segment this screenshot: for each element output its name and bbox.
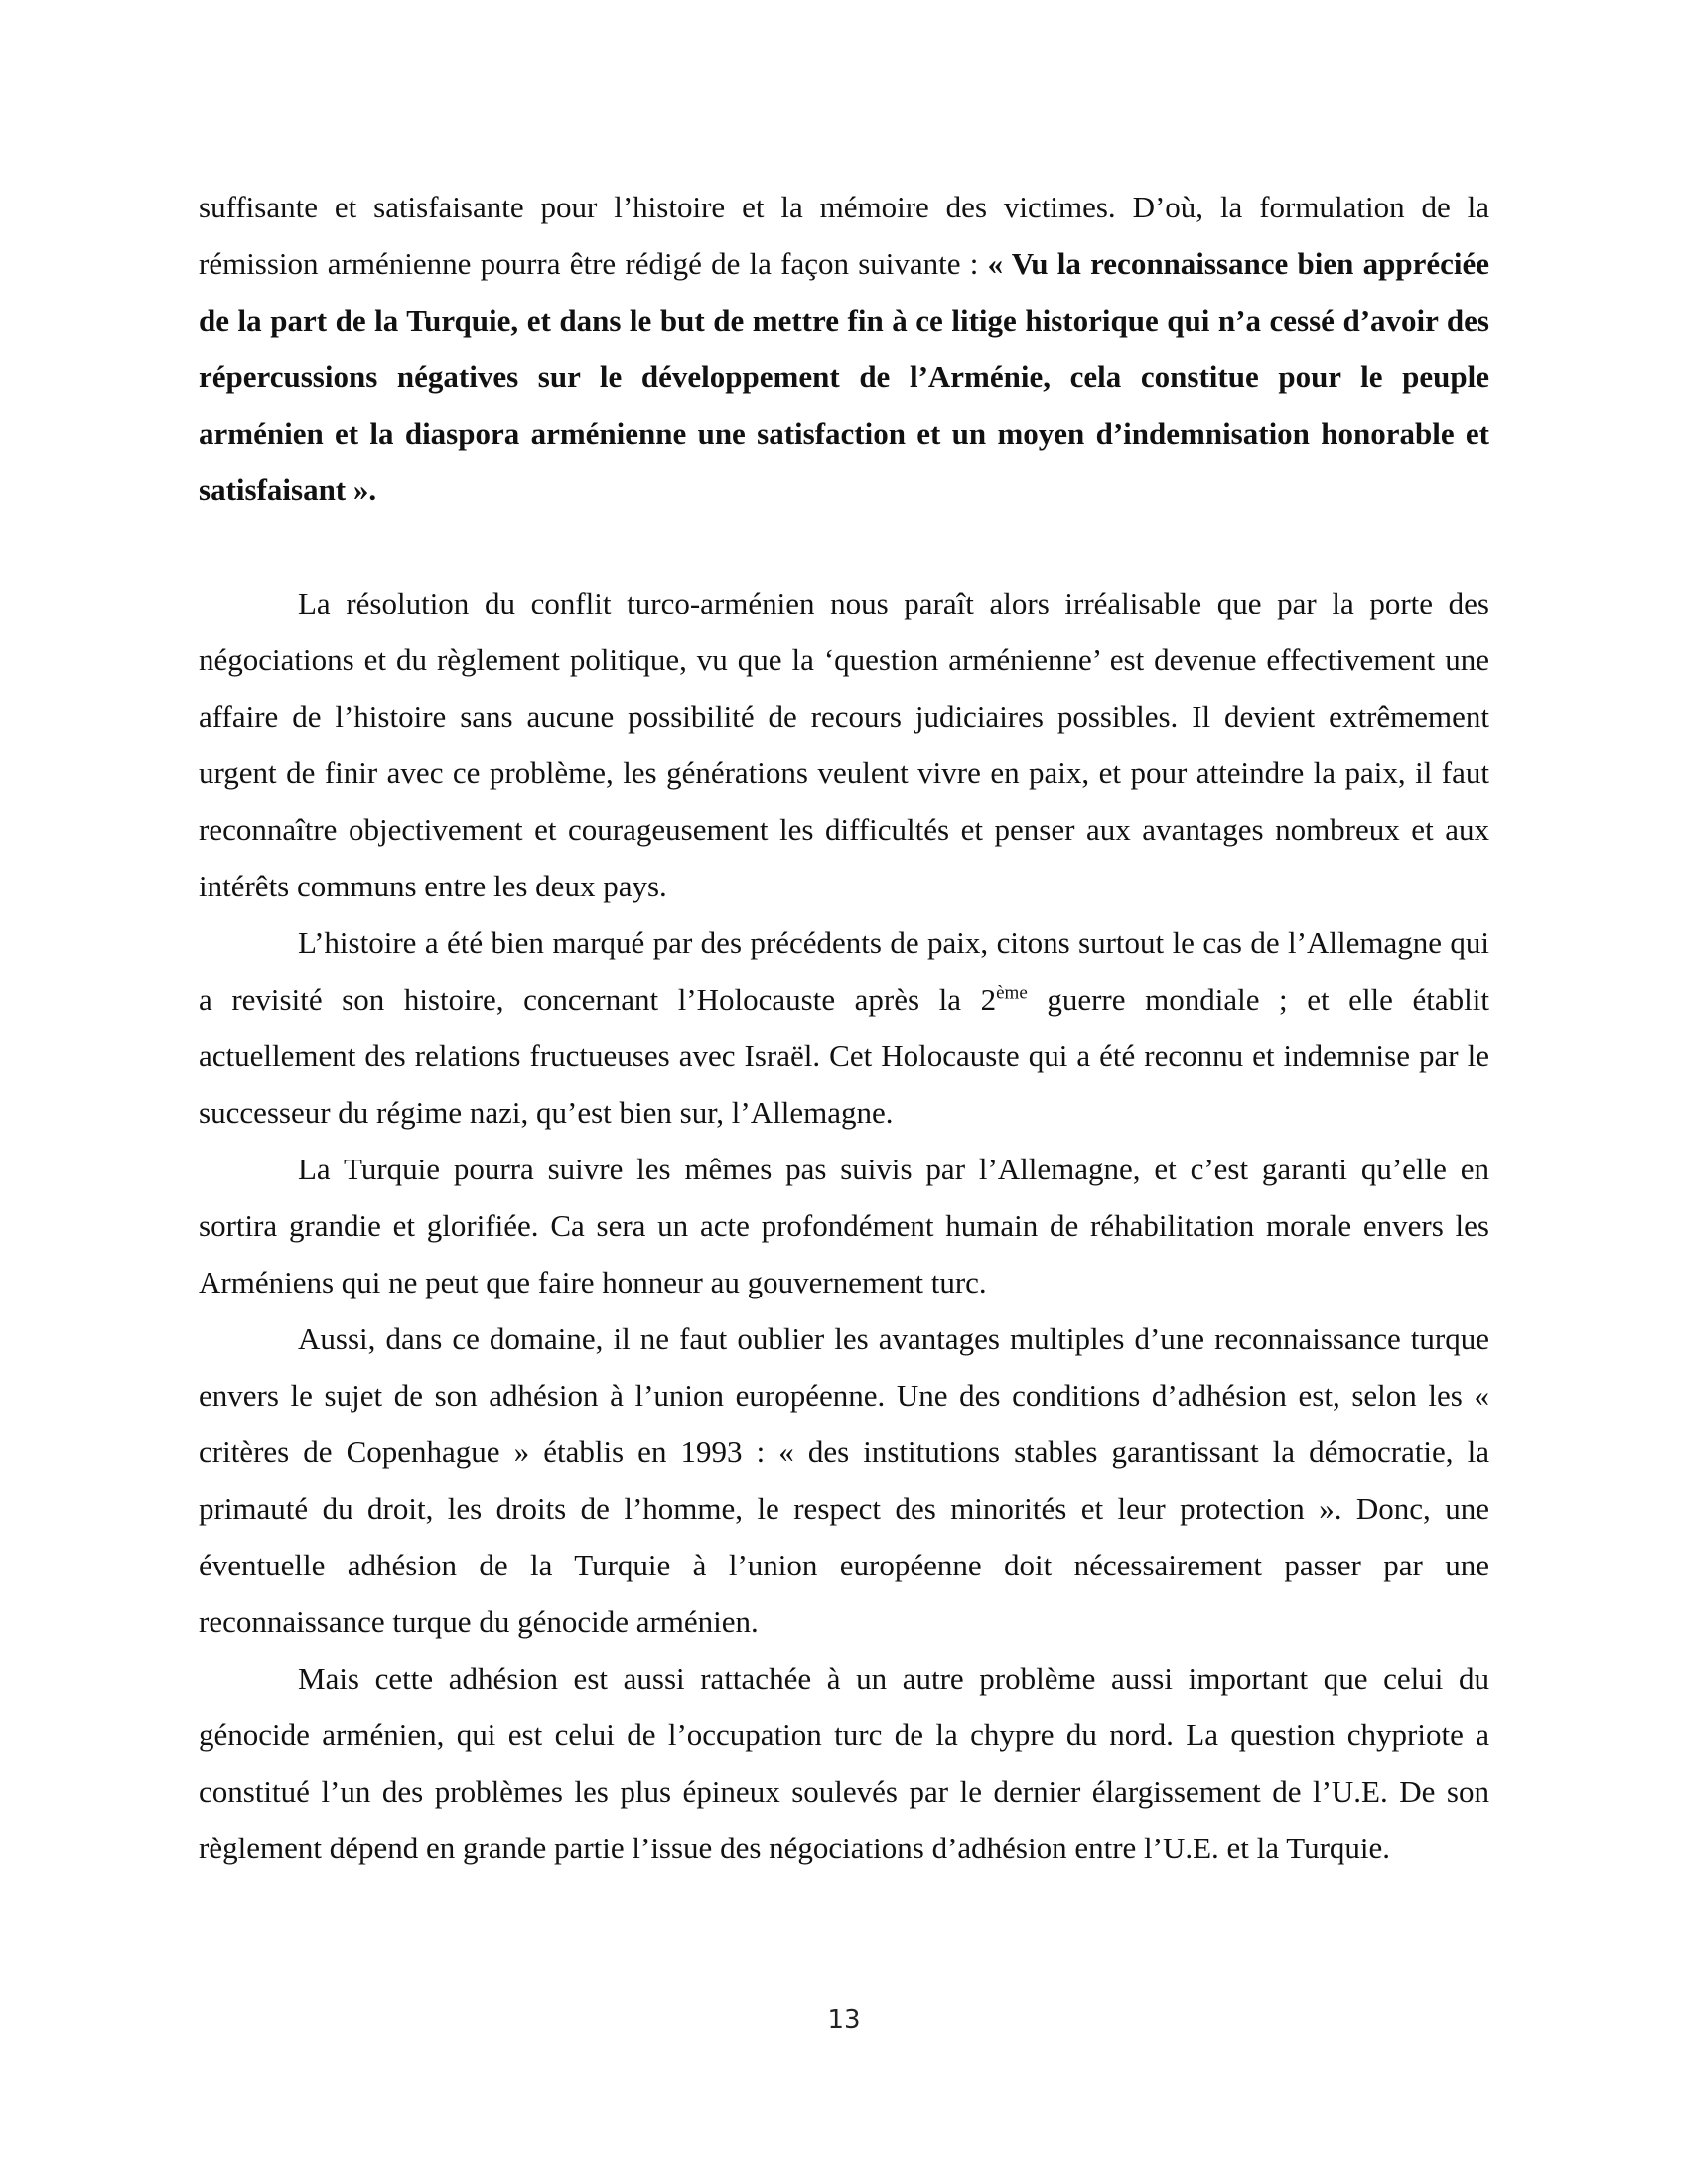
paragraph-5: Aussi, dans ce domaine, il ne faut oublier les avantages multiples d’une reconnaissance turque envers le sujet de son adhésion à l’union européenne. Une des conditions d’adhésion est, selon les « critères de Copenhague » établis en 1993 : « des institutions stables garantissant la démocratie, la primauté du droit, les droits de l’homme, le respect des minorités et leur protection ». Donc, une éventuelle adhésion de la Turquie à l’union européenne doit nécessairement passer par une reconnaissance turque du génocide arménien. — [199, 1321, 1489, 1639]
paragraph-4: La Turquie pourra suivre les mêmes pas suivis par l’Allemagne, et c’est garanti qu’elle en sortira grandie et glorifiée. Ca sera un acte profondément humain de réhabilitation morale envers les Arméniens qui ne peut que faire honneur au gouvernement turc. — [199, 1152, 1489, 1299]
paragraph-3 — [199, 914, 1489, 1141]
paragraph-6: Mais cette adhésion est aussi rattachée à un autre problème aussi important que celui du génocide arménien, qui est celui de l’occupation turc de la chypre du nord. La question chypriote a constitué l’un des problèmes les plus épineux soulevés par le dernier élargissement de l’U.E. De son règlement dépend en grande partie l’issue des négociations d’adhésion entre l’U.E. et la Turquie. — [199, 1661, 1489, 1865]
paragraph-3-before: L’histoire a été bien marqué par des précédents de paix, citons surtout le cas de l’Allemagne qui a revisité son histoire, concernant l’Holocauste après la 2 — [199, 925, 1489, 1017]
paragraph-3-after: guerre mondiale ; et elle établit actuellement des relations fructueuses avec Israël. Cet Holocauste qui a été reconnu et indemnise par le successeur du régime nazi, qu’est bien sur, l’Allemagne. — [199, 982, 1489, 1130]
page-number: 13 — [827, 2005, 861, 2035]
paragraph-3-superscript: ème — [996, 982, 1028, 1004]
paragraph-1-text: suffisante et satisfaisante pour l’histoire et la mémoire des victimes. D’où, la formulation de la rémission arménienne pourra être rédigé de la façon suivante : — [199, 190, 1489, 281]
paragraph-1 — [199, 179, 1489, 518]
document-body — [199, 179, 1489, 1876]
paragraph-2: La résolution du conflit turco-arménien nous paraît alors irréalisable que par la porte des négociations et du règlement politique, vu que la ‘question arménienne’ est devenue effectivement une affaire de l’histoire sans aucune possibilité de recours judiciaires possibles. Il devient extrêmement urgent de finir avec ce problème, les générations veulent vivre en paix, et pour atteindre la paix, il faut reconnaître objectivement et courageusement les difficultés et penser aux avantages nombreux et aux intérêts communs entre les deux pays. — [199, 586, 1489, 903]
paragraph-1-quote: « Vu la reconnaissance bien appréciée de la part de la Turquie, et dans le but de mettre fin à ce litige historique qui n’a cessé d’avoir des répercussions négatives sur le développement de l’Arménie, cela constitue pour le peuple arménien et la diaspora arménienne une satisfaction et un moyen d’indemnisation honorable et satisfaisant ». — [199, 246, 1489, 507]
